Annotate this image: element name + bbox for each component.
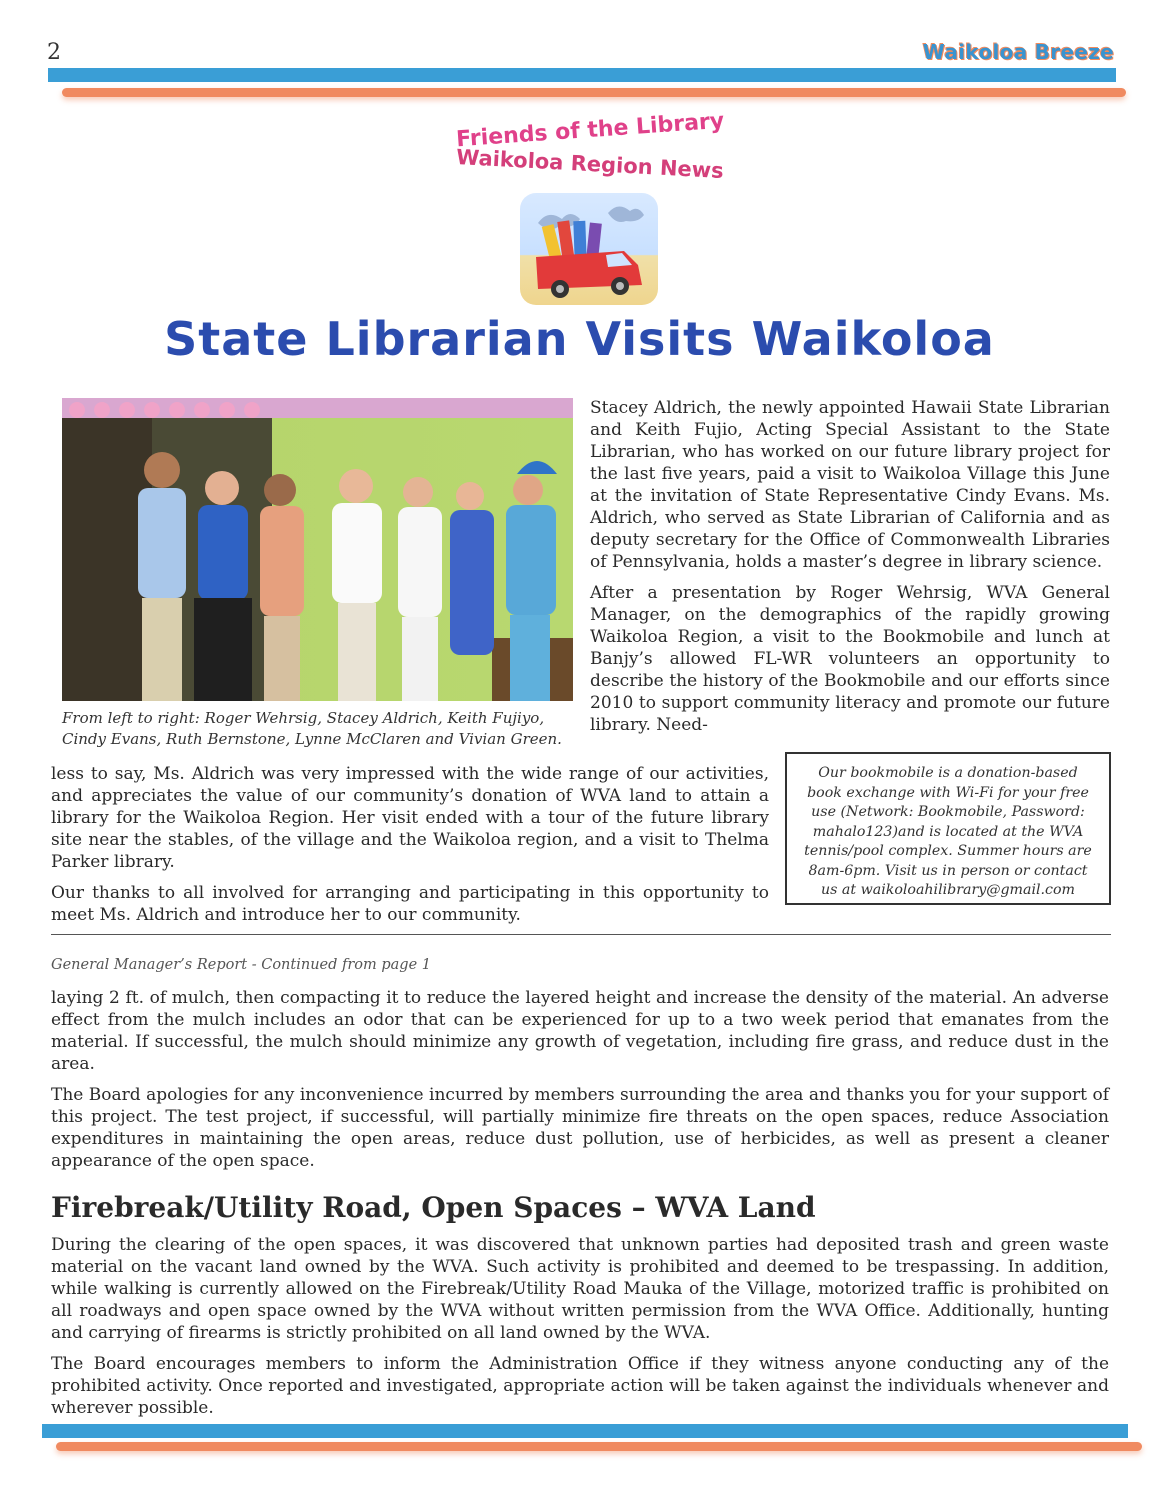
firebreak-heading: Firebreak/Utility Road, Open Spaces – WVA Land: [51, 1191, 816, 1224]
article-paragraph: Our thanks to all involved for arranging and participating in this opportunity to meet Ms. Aldrich and introduce her to our community.: [51, 883, 769, 925]
page-headline: State Librarian Visits Waikoloa: [164, 312, 995, 366]
gm-report: [51, 987, 1109, 1181]
article-paragraph: less to say, Ms. Aldrich was very impressed with the wide range of our activities, and appreciates the value of our community’s donation of WVA land to attain a library for the Waikoloa Region. Her visit ended with a tour of the future library site near the stables, of the village and the Waikoloa region, and a visit to Thelma Parker library.: [51, 764, 769, 872]
firebreak-paragraph: During the clearing of the open spaces, it was discovered that unknown parties had deposited trash and green waste material on the vacant land owned by the WVA. Such activity is prohibited and deemed to be trespassing. In addition, while walking is currently allowed on the Firebreak/Utility Road Mauka of the Village, motorized traffic is prohibited on all roadways and open space owned by the WVA without written permission from the WVA Office. Additionally, hunting and carrying of firearms is strictly prohibited on all land owned by the WVA.: [51, 1235, 1109, 1343]
footer-blue-bar: [42, 1424, 1128, 1438]
photo-caption: From left to right: Roger Wehrsig, Stacey Aldrich, Keith Fujiyo, Cindy Evans, Ruth Bernstone, Lynne McClaren and Vivian Green.: [62, 709, 562, 748]
header-orange-bar: [62, 88, 1126, 97]
firebreak-paragraph: The Board encourages members to inform the Administration Office if they witness anyone conducting any of the prohibited activity. Once reported and investigated, appropriate action will be taken against the individuals whenever and wherever possible.: [51, 1354, 1109, 1418]
continued-label: General Manager’s Report - Continued from page 1: [51, 957, 432, 973]
bookmobile-car-icon: [520, 193, 658, 305]
gm-paragraph: The Board apologies for any inconvenience incurred by members surrounding the area and thanks you for your support of this project. The test project, if successful, will partially minimize fire threats on the open spaces, reduce Association expenditures in maintaining the open areas, reduce dust pollution, use of herbicides, as well as present a cleaner appearance of the open space.: [51, 1085, 1109, 1171]
group-photo: [62, 398, 573, 701]
header-blue-bar: [48, 68, 1116, 82]
section-divider: [51, 934, 1111, 935]
bookmobile-info-box: Our bookmobile is a donation-based book exchange with Wi-Fi for your free use (Network: Bookmobile, Password: mahalo123)and is located at the WVA tennis/pool complex. Summer hours are 8am-6pm. Visit us in person or contact us at waikoloahilibrary@gmail.com: [785, 752, 1111, 905]
firebreak-section: [51, 1234, 1109, 1428]
logo-line-1: Friends of the Library: [455, 108, 725, 153]
page-number: 2: [47, 40, 61, 65]
publication-title: Waikoloa Breeze: [922, 40, 1114, 64]
footer-orange-bar: [56, 1442, 1142, 1451]
gm-paragraph: laying 2 ft. of mulch, then compacting it to reduce the layered height and increase the density of the material. An adverse effect from the mulch includes an odor that can be experienced for up to a two week period that emanates from the material. If successful, the mulch should minimize any growth of vegetation, including fire grass, and reduce dust in the area.: [51, 988, 1109, 1074]
article-left-continued: [51, 763, 769, 935]
article-paragraph: After a presentation by Roger Wehrsig, WVA General Manager, on the demographics of the rapidly growing Waikoloa Region, a visit to the Bookmobile and lunch at Banjy’s allowed FL-WR volunteers an opportunity to describe the history of the Bookmobile and our efforts since 2010 to support community literacy and promote our future library. Need-: [590, 583, 1110, 735]
article-right-column: [590, 397, 1110, 745]
article-paragraph: Stacey Aldrich, the newly appointed Hawaii State Librarian and Keith Fujio, Acting Special Assistant to the State Librarian, who has worked on our future library project for the last five years, paid a visit to Waikoloa Village this June at the invitation of State Representative Cindy Evans. Ms. Aldrich, who served as State Librarian of California and as deputy secretary for the Office of Commonwealth Libraries of Pennsylvania, holds a master’s degree in library science.: [590, 398, 1110, 572]
logo-line-2: Waikoloa Region News: [455, 145, 725, 183]
